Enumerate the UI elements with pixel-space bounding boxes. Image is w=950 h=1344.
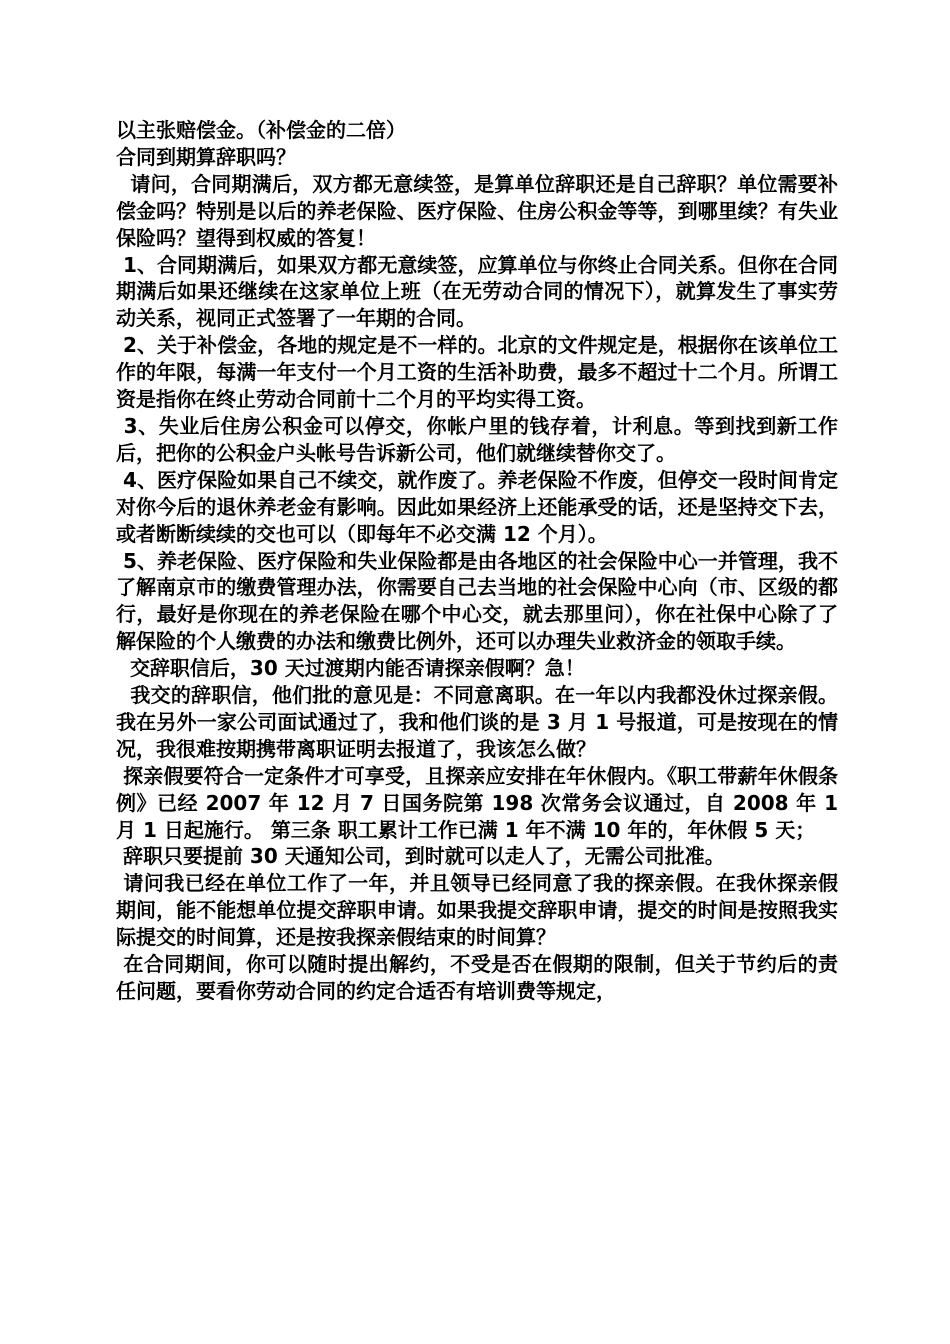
- paragraph-answer-7: 辞职只要提前 30 天通知公司，到时就可以走人了，无需公司批准。: [116, 844, 725, 869]
- paragraph-question-1: 请问，合同期满后，双方都无意续签，是算单位辞职还是自己辞职？单位需要补偿金吗？特别是以后的养老保险、医疗保险、住房公积金等等，到哪里续？有失业保险吗？望得到权威的答复！: [116, 171, 838, 250]
- document-body: [116, 117, 845, 1005]
- paragraph-answer-1: 1、合同期满后，如果双方都无意续签，应算单位与你终止合同关系。但你在合同期满后如果还继续在这家单位上班（在无劳动合同的情况下），就算发生了事实劳动关系，视同正式签署了一年期的合同。: [116, 252, 838, 331]
- paragraph-answer-8: 在合同期间，你可以随时提出解约，不受是否在假期的限制，但关于节约后的责任问题，要看你劳动合同的约定合适否有培训费等规定，: [116, 952, 839, 1003]
- heading-contract-expiry-question: 合同到期算辞职吗？: [116, 144, 296, 169]
- paragraph-answer-2: 2、关于补偿金，各地的规定是不一样的。北京的文件规定是，根据你在该单位工作的年限，每满一年支付一个月工资的生活补助费，最多不超过十二个月。所谓工资是指你在终止劳动合同前十二个月的平均实得工资。: [116, 333, 838, 412]
- paragraph-compensation-note: 以主张赔偿金。（补偿金的二倍）: [116, 118, 406, 142]
- heading-resignation-leave-question: 交辞职信后，30 天过渡期内能否请探亲假啊？急！: [116, 656, 585, 681]
- paragraph-question-2: 我交的辞职信，他们批的意见是：不同意离职。在一年以内我都没休过探亲假。我在另外一家公司面试通过了，我和他们谈的是 3 月 1 号报道，可是按现在的情况，我很难按期携带离职证明去报道了，我该怎么做？: [116, 683, 838, 761]
- paragraph-answer-3: 3、失业后住房公积金可以停交，你帐户里的钱存着，计利息。等到找到新工作后，把你的公积金户头帐号告诉新公司，他们就继续替你交了。: [116, 413, 838, 465]
- paragraph-answer-5: 5、养老保险、医疗保险和失业保险都是由各地区的社会保险中心一并管理，我不了解南京市的缴费管理办法，你需要自己去当地的社会保险中心向（市、区级的都行，最好是你现在的养老保险在哪个中心交，就去那里问），你在社保中心除了了解保险的个人缴费的办法和缴费比例外，还可以办理失业救济金的领取手续。: [116, 548, 838, 654]
- paragraph-question-3: 请问我已经在单位工作了一年，并且领导已经同意了我的探亲假。在我休探亲假期间，能不能想单位提交辞职申请。如果我提交辞职申请，提交的时间是按照我实际提交的时间算，还是按我探亲假结束的时间算？: [116, 871, 839, 950]
- paragraph-answer-6: 探亲假要符合一定条件才可享受，且探亲应安排在年休假内。《职工带薪年休假条例》已经 2007 年 12 月 7 日国务院第 198 次常务会议通过，自 2008 年 1 月 1 日起施行。 第三条 职工累计工作已满 1 年不满 10 年的，年休假 5 天；: [116, 763, 845, 842]
- paragraph-answer-4: 4、医疗保险如果自己不续交，就作废了。养老保险不作废，但停交一段时间肯定对你今后的退休养老金有影响。因此如果经济上还能承受的话，还是坚持交下去，或者断断续续的交也可以（即每年不必交满 12 个月）。: [116, 467, 838, 546]
